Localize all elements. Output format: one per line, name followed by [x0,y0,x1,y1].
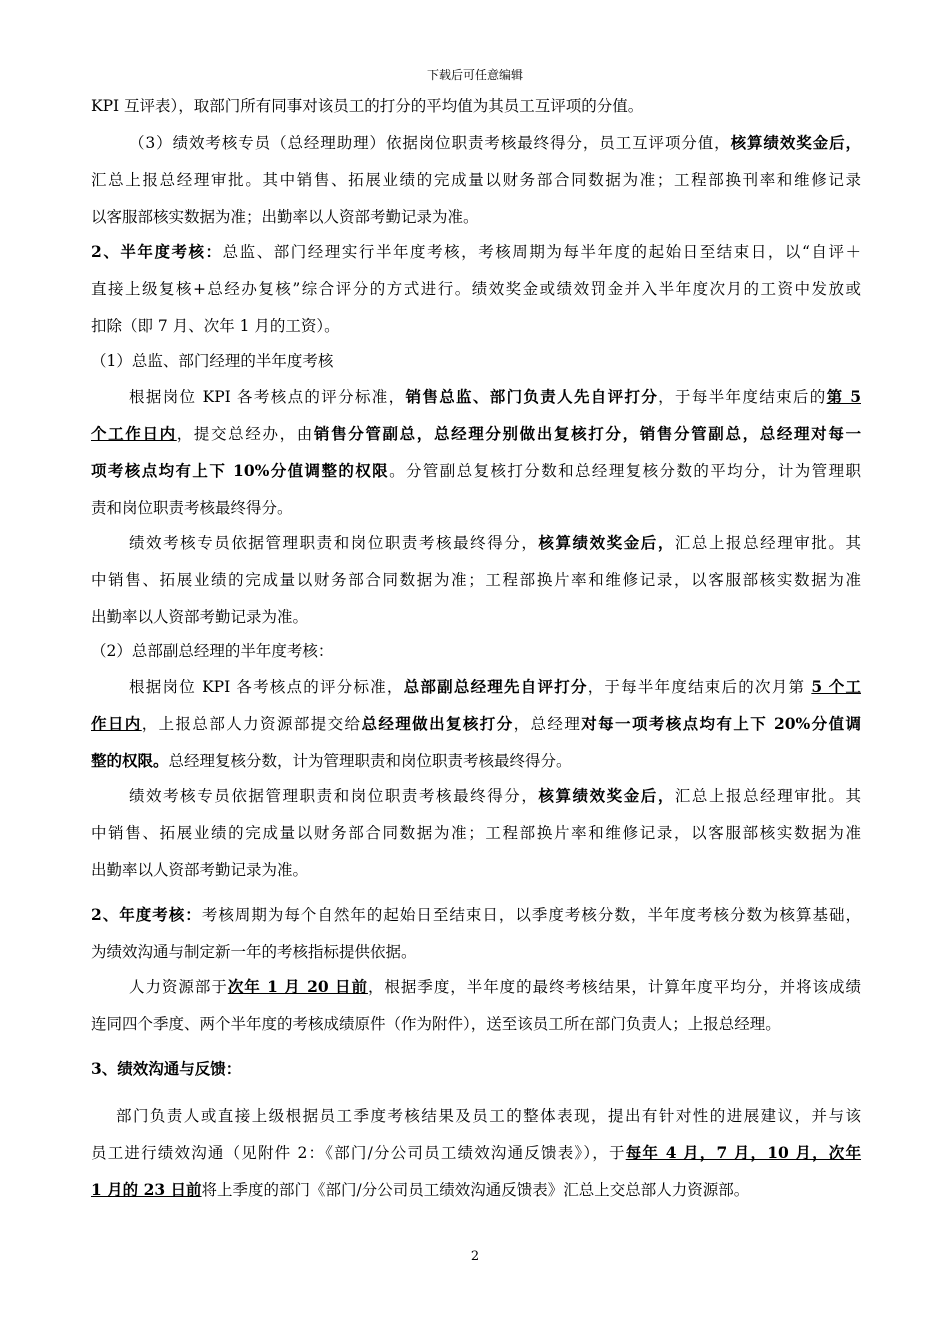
text-run: 为绩效沟通与制定新一年的考核指标提供依据。 [91,943,417,961]
text-run: ，于每半年度结束后的次月第 [587,678,812,696]
text-run: 对每一项考核点均有上下 20%分值调 [581,714,861,733]
text-run: 核算绩效奖金后， [538,533,675,552]
text-line [129,675,861,697]
text-run: （2）总部副总经理的半年度考核： [91,642,334,660]
text-run: ，于每半年度结束后的 [658,388,827,406]
text-run: 销售分管副总，总经理分别做出复核打分，销售分管副总，总经理对每一 [313,424,861,443]
text-line [91,459,861,481]
text-line [91,749,572,771]
text-run: ，上报总部人力资源部提交给 [141,715,362,733]
text-run: 扣除（即 7 月、次年 1 月的工资）。 [91,317,340,335]
text-run: 直接上级复核+总经办复核”综合评分的方式进行。绩效奖金或绩效罚金并入半年度次月的工资中发放或 [91,280,861,298]
text-run: 根据岗位 KPI 各考核点的评分标准， [129,388,406,406]
text-run: 连同四个季度、两个半年度的考核成绩原件（作为附件），送至该员工所在部门负责人；上报总经理。 [91,1015,781,1033]
text-line [116,1104,861,1126]
page-header: 下载后可任意编辑 [426,68,523,82]
page-number: 2 [470,1249,480,1264]
text-line [91,712,861,734]
text-run: 个工作日内 [91,424,177,443]
text-line [91,94,643,116]
text-run: ，总经理 [513,715,582,733]
text-line [91,1141,861,1163]
text-run: 责和岗位职责考核最终得分。 [91,499,293,517]
text-run: 整的权限。 [91,751,169,770]
section-heading-line [91,240,861,262]
text-run: 项考核点均有上下 10%分值调整的权限 [91,461,390,480]
subsection-heading [91,349,333,371]
section-heading [91,1057,241,1079]
text-run: ，提交总经办，由 [176,425,314,443]
text-run: 3、绩效沟通与反馈： [91,1059,242,1078]
text-line [91,314,340,336]
text-run: 绩效考核专员依据管理职责和岗位职责考核最终得分， [129,534,539,552]
text-run: 2、年度考核： [91,905,202,924]
text-line [91,568,861,590]
text-run: 中销售、拓展业绩的完成量以财务部合同数据为准；工程部换片率和维修记录，以客服部核实数据为准 [91,571,861,589]
text-line [91,1178,749,1200]
text-run: （3）绩效考核专员（总经理助理）依据岗位职责考核最终得分，员工互评项分值， [129,134,731,152]
text-run: 核算绩效奖金后， [538,786,675,805]
text-line [129,531,861,553]
text-line [91,496,293,518]
text-line [129,385,861,407]
text-run: 总经理做出复核打分 [361,714,514,733]
text-run: 人力资源部于 [129,978,228,996]
text-line [91,277,861,299]
text-run: 总经理复核分数，计为管理职责和岗位职责考核最终得分。 [168,752,572,770]
text-run: 2、半年度考核： [91,242,223,261]
text-run: 根据岗位 KPI 各考核点的评分标准， [129,678,404,696]
text-line [129,131,861,153]
text-line [91,205,479,227]
text-run: 每年 4 月，7 月，10 月，次年 [625,1143,862,1162]
text-run: 5 个工 [811,677,861,696]
section-heading-line [91,903,861,925]
text-line [91,1012,781,1034]
text-run: 总监、部门经理实行半年度考核，考核周期为每半年度的起始日至结束日，以“自评＋ [222,243,861,261]
text-run: ，根据季度，半年度的最终考核结果，计算年度平均分，并将该成绩 [367,978,861,996]
text-run: （1）总监、部门经理的半年度考核 [91,352,334,370]
text-run: 绩效考核专员依据管理职责和岗位职责考核最终得分， [129,787,539,805]
text-run: 汇总上报总经理审批。其 [674,534,861,552]
text-run: 核算绩效奖金后， [730,133,861,152]
text-run: 出勤率以人资部考勤记录为准。 [91,608,309,626]
text-run: 总部副总经理先自评打分 [403,677,588,696]
text-run: 中销售、拓展业绩的完成量以财务部合同数据为准；工程部换片率和维修记录，以客服部核实数据为准 [91,824,861,842]
text-run: 销售总监、部门负责人先自评打分 [405,387,659,406]
text-run: 将上季度的部门《部门/分公司员工绩效沟通反馈表》汇总上交总部人力资源部。 [201,1181,750,1199]
text-run: KPI 互评表），取部门所有同事对该员工的打分的平均值为其员工互评项的分值。 [91,97,644,115]
text-run: 汇总上报总经理审批。其 [674,787,861,805]
text-line [91,940,417,962]
text-run: 出勤率以人资部考勤记录为准。 [91,861,309,879]
subsection-heading [91,639,333,661]
text-line [91,168,861,190]
text-line [91,858,308,880]
text-line [91,821,861,843]
text-run: 次年 1 月 20 日前 [227,977,368,996]
text-line [129,784,861,806]
text-line [91,605,308,627]
text-run: 作日内 [91,714,142,733]
text-run: 以客服部核实数据为准；出勤率以人资部考勤记录为准。 [91,208,479,226]
text-run: 1 月的 23 日前 [91,1180,202,1199]
text-run: 部门负责人或直接上级根据员工季度考核结果及员工的整体表现，提出有针对性的进展建议，并与该 [116,1107,861,1125]
text-line [91,422,861,444]
text-line [129,975,861,997]
text-run: 考核周期为每个自然年的起始日至结束日，以季度考核分数，半年度考核分数为核算基础， [201,906,861,924]
text-run: 。分管副总复核打分数和总经理复核分数的平均分，计为管理职 [389,462,861,480]
text-run: 第 5 [826,387,861,406]
text-run: 汇总上报总经理审批。其中销售、拓展业绩的完成量以财务部合同数据为准；工程部换刊率和维修记录 [91,171,861,189]
text-run: 员工进行绩效沟通（见附件 2：《部门/分公司员工绩效沟通反馈表》），于 [91,1144,626,1162]
